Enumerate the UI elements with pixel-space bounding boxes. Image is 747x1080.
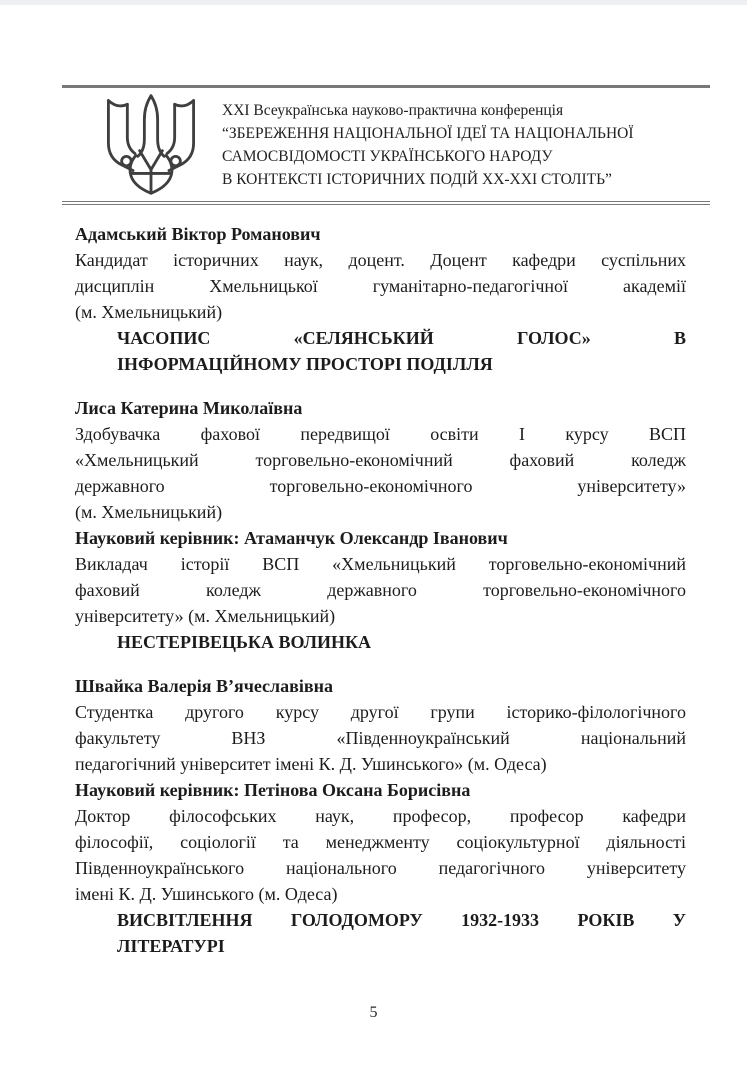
- author-affiliation-line: (м. Хмельницький): [75, 302, 223, 322]
- conference-title-line: В КОНТЕКСТІ ІСТОРИЧНИХ ПОДІЙ ХХ-ХХІ СТОЛІТЬ”: [222, 170, 612, 188]
- author-affiliation: [75, 421, 686, 525]
- author-affiliation-line: педагогічний університет імені К. Д. Ушинського» (м. Одеса): [75, 754, 547, 774]
- author-affiliation-line: Кандидат історичних наук, доцент. Доцент кафедри суспільних: [75, 250, 686, 270]
- paper-title: [117, 325, 686, 377]
- advisor-name: [75, 777, 686, 803]
- author-name-line: Швайка Валерія В’ячеславівна: [75, 676, 333, 696]
- content-sheet: [62, 85, 710, 959]
- paper-title: [117, 907, 686, 959]
- advisor-name-line: Науковий керівник: Петінова Оксана Борисівна: [75, 780, 471, 800]
- program-entries: [75, 221, 686, 959]
- paper-title-line: НЕСТЕРІВЕЦЬКА ВОЛИНКА: [117, 632, 372, 652]
- advisor-affiliation-line: Викладач історії ВСП «Хмельницький торговельно-економічний: [75, 554, 686, 574]
- author-affiliation-line: дисциплін Хмельницької гуманітарно-педагогічної академії: [75, 276, 686, 296]
- advisor-affiliation: [75, 803, 686, 907]
- conference-title-line: “ЗБЕРЕЖЕННЯ НАЦІОНАЛЬНОЇ ІДЕЇ ТА НАЦІОНАЛЬНОЇ: [222, 124, 634, 142]
- conference-title-line: XXI Всеукраїнська науково-практична конференція: [222, 101, 564, 119]
- author-affiliation-line: Студентка другого курсу другої групи історико-філологічного: [75, 702, 686, 722]
- author-affiliation: [75, 247, 686, 325]
- advisor-affiliation-line: фаховий коледж державного торговельно-економічного: [75, 580, 686, 600]
- author-name-line: Адамський Віктор Романович: [75, 224, 321, 244]
- paper-title: [117, 629, 686, 655]
- author-affiliation-line: державного торговельно-економічного університету»: [75, 476, 686, 496]
- entry-block: [75, 673, 686, 959]
- tryzub-coat-of-arms-icon: [92, 92, 210, 198]
- author-affiliation-line: факультету ВНЗ «Південноукраїнський національний: [75, 728, 686, 748]
- entry-block: [75, 395, 686, 655]
- advisor-affiliation-line: університету» (м. Хмельницький): [75, 606, 336, 626]
- paper-title-line: ІНФОРМАЦІЙНОМУ ПРОСТОРІ ПОДІЛЛЯ: [117, 354, 493, 374]
- conference-header: [62, 85, 710, 205]
- paper-title-line: ВИСВІТЛЕННЯ ГОЛОДОМОРУ 1932-1933 РОКІВ У: [117, 910, 686, 930]
- paper-title-line: ЛІТЕРАТУРІ: [117, 936, 225, 956]
- author-affiliation: [75, 699, 686, 777]
- author-affiliation-line: Здобувачка фахової передвищої освіти І курсу ВСП: [75, 424, 686, 444]
- author-affiliation-line: (м. Хмельницький): [75, 502, 223, 522]
- author-affiliation-line: «Хмельницький торговельно-економічний фаховий коледж: [75, 450, 686, 470]
- conference-title-line: САМОСВІДОМОСТІ УКРАЇНСЬКОГО НАРОДУ: [222, 147, 553, 165]
- advisor-affiliation-line: Доктор філософських наук, професор, професор кафедри: [75, 806, 686, 826]
- top-strip: [0, 0, 747, 5]
- entry-block: [75, 221, 686, 377]
- advisor-affiliation-line: Південноукраїнського національного педагогічного університету: [75, 858, 686, 878]
- advisor-affiliation: [75, 551, 686, 629]
- author-name: [75, 395, 686, 421]
- paper-title-line: ЧАСОПИС «СЕЛЯНСЬКИЙ ГОЛОС» В: [117, 328, 686, 348]
- conference-title-block: [222, 99, 634, 191]
- advisor-name: [75, 525, 686, 551]
- author-name: [75, 221, 686, 247]
- author-name-line: Лиса Катерина Миколаївна: [75, 398, 303, 418]
- advisor-affiliation-line: імені К. Д. Ушинського (м. Одеса): [75, 884, 338, 904]
- advisor-name-line: Науковий керівник: Атаманчук Олександр Іванович: [75, 528, 508, 548]
- page-number: 5: [369, 1004, 378, 1021]
- author-name: [75, 673, 686, 699]
- advisor-affiliation-line: філософії, соціології та менеджменту соціокультурної діяльності: [75, 832, 686, 852]
